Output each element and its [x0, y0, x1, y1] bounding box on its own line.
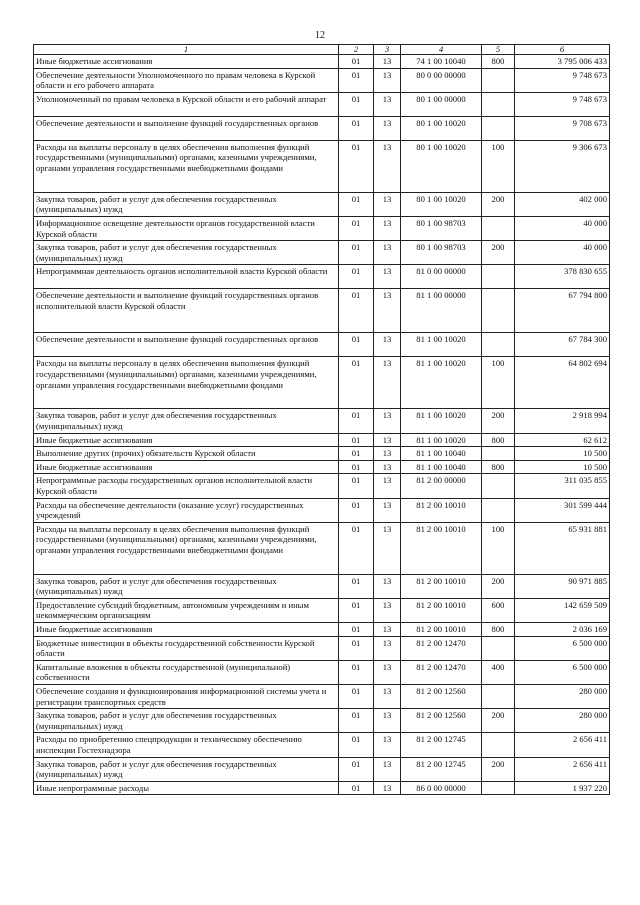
- row-name: Обеспечение деятельности и выполнение функций государственных органов: [34, 333, 339, 357]
- row-expense-type: [482, 68, 515, 92]
- row-target-article: 81 2 00 12470: [401, 660, 482, 684]
- table-row: [34, 116, 610, 140]
- row-expense-type: 100: [482, 140, 515, 192]
- page-number: 12: [315, 30, 325, 41]
- row-name: Обеспечение создания и функционирования информационной системы учета и регистрации транспортных средств: [34, 685, 339, 709]
- row-target-article: 81 1 00 10020: [401, 433, 482, 447]
- row-amount: 301 599 444: [515, 498, 610, 522]
- table-row: [34, 433, 610, 447]
- table-row: [34, 574, 610, 598]
- row-target-article: 80 1 00 10020: [401, 192, 482, 216]
- row-name: Обеспечение деятельности и выполнение функций государственных органов исполнительной власти Курской области: [34, 289, 339, 333]
- row-expense-type: 800: [482, 623, 515, 637]
- column-header-name: 1: [34, 45, 339, 55]
- row-name: Расходы на выплаты персоналу в целях обеспечения выполнения функций государственными (муниципальными) органами, казенными учреждениями, органами управления государственными внебюджетными фондами: [34, 357, 339, 409]
- row-section: 01: [339, 733, 374, 757]
- table-row: [34, 498, 610, 522]
- row-section: 01: [339, 92, 374, 116]
- row-expense-type: 200: [482, 192, 515, 216]
- table-row: [34, 55, 610, 69]
- row-section: 01: [339, 409, 374, 433]
- table-row: [34, 623, 610, 637]
- row-amount: 311 035 855: [515, 474, 610, 498]
- row-expense-type: [482, 265, 515, 289]
- row-section: 01: [339, 68, 374, 92]
- row-subsection: 13: [374, 216, 401, 240]
- table-row: [34, 636, 610, 660]
- table-row: [34, 447, 610, 461]
- row-amount: 280 000: [515, 685, 610, 709]
- row-target-article: 81 2 00 12560: [401, 709, 482, 733]
- row-expense-type: [482, 474, 515, 498]
- row-expense-type: [482, 685, 515, 709]
- row-name: Расходы на выплаты персоналу в целях обеспечения выполнения функций государственными (муниципальными) органами, казенными учреждениями, органами управления государственными внебюджетными фондами: [34, 522, 339, 574]
- row-subsection: 13: [374, 68, 401, 92]
- row-expense-type: 800: [482, 433, 515, 447]
- table-row: [34, 733, 610, 757]
- row-expense-type: 200: [482, 757, 515, 781]
- row-target-article: 81 2 00 12745: [401, 757, 482, 781]
- row-name: Иные бюджетные ассигнования: [34, 55, 339, 69]
- row-target-article: 80 1 00 98703: [401, 216, 482, 240]
- row-section: 01: [339, 685, 374, 709]
- row-subsection: 13: [374, 265, 401, 289]
- row-section: 01: [339, 357, 374, 409]
- row-section: 01: [339, 623, 374, 637]
- row-subsection: 13: [374, 733, 401, 757]
- row-expense-type: 800: [482, 460, 515, 474]
- table-row: [34, 409, 610, 433]
- row-section: 01: [339, 781, 374, 795]
- row-amount: 10 500: [515, 460, 610, 474]
- row-target-article: 81 2 00 12745: [401, 733, 482, 757]
- row-amount: 6 500 000: [515, 660, 610, 684]
- row-name: Непрограммные расходы государственных органов исполнительной власти Курской области: [34, 474, 339, 498]
- row-expense-type: [482, 636, 515, 660]
- table-row: [34, 357, 610, 409]
- row-subsection: 13: [374, 55, 401, 69]
- row-expense-type: 200: [482, 709, 515, 733]
- row-target-article: 80 1 00 10020: [401, 116, 482, 140]
- row-expense-type: [482, 781, 515, 795]
- row-subsection: 13: [374, 474, 401, 498]
- row-name: Непрограммная деятельность органов исполнительной власти Курской области: [34, 265, 339, 289]
- row-amount: 9 708 673: [515, 116, 610, 140]
- table-row: [34, 781, 610, 795]
- table-row: [34, 660, 610, 684]
- row-target-article: 81 2 00 10010: [401, 623, 482, 637]
- row-amount: 67 794 800: [515, 289, 610, 333]
- row-subsection: 13: [374, 598, 401, 622]
- row-subsection: 13: [374, 498, 401, 522]
- row-name: Уполномоченный по правам человека в Курской области и его рабочий аппарат: [34, 92, 339, 116]
- row-expense-type: [482, 116, 515, 140]
- row-amount: 40 000: [515, 241, 610, 265]
- row-target-article: 81 2 00 12470: [401, 636, 482, 660]
- row-section: 01: [339, 241, 374, 265]
- row-amount: 10 500: [515, 447, 610, 461]
- table-row: [34, 68, 610, 92]
- table-row: [34, 140, 610, 192]
- row-name: Обеспечение деятельности и выполнение функций государственных органов: [34, 116, 339, 140]
- row-target-article: 86 0 00 00000: [401, 781, 482, 795]
- row-target-article: 81 2 00 10010: [401, 598, 482, 622]
- row-subsection: 13: [374, 574, 401, 598]
- row-target-article: 81 0 00 00000: [401, 265, 482, 289]
- row-section: 01: [339, 116, 374, 140]
- row-target-article: 81 1 00 10040: [401, 460, 482, 474]
- row-target-article: 81 1 00 10020: [401, 409, 482, 433]
- row-section: 01: [339, 216, 374, 240]
- row-name: Информационное освещение деятельности органов государственной власти Курской области: [34, 216, 339, 240]
- row-amount: 1 937 220: [515, 781, 610, 795]
- row-name: Иные бюджетные ассигнования: [34, 623, 339, 637]
- row-expense-type: [482, 333, 515, 357]
- budget-table: [33, 44, 610, 795]
- row-amount: 64 802 694: [515, 357, 610, 409]
- row-name: Иные непрограммные расходы: [34, 781, 339, 795]
- row-name: Выполнение других (прочих) обязательств Курской области: [34, 447, 339, 461]
- row-name: Закупка товаров, работ и услуг для обеспечения государственных (муниципальных) нужд: [34, 241, 339, 265]
- row-subsection: 13: [374, 685, 401, 709]
- row-name: Бюджетные инвестиции в объекты государственной собственности Курской области: [34, 636, 339, 660]
- table-row: [34, 216, 610, 240]
- row-subsection: 13: [374, 409, 401, 433]
- row-target-article: 81 1 00 00000: [401, 289, 482, 333]
- row-name: Иные бюджетные ассигнования: [34, 460, 339, 474]
- row-expense-type: 100: [482, 357, 515, 409]
- row-amount: 9 748 673: [515, 68, 610, 92]
- row-section: 01: [339, 474, 374, 498]
- table-row: [34, 460, 610, 474]
- row-name: Обеспечение деятельности Уполномоченного по правам человека в Курской области и его рабочего аппарата: [34, 68, 339, 92]
- row-expense-type: [482, 498, 515, 522]
- row-amount: 6 500 000: [515, 636, 610, 660]
- row-target-article: 74 1 00 10040: [401, 55, 482, 69]
- table-row: [34, 757, 610, 781]
- row-subsection: 13: [374, 289, 401, 333]
- row-name: Расходы по приобретению спецпродукции и техническому обеспечению инспекции Гостехнадзора: [34, 733, 339, 757]
- row-expense-type: [482, 733, 515, 757]
- row-name: Закупка товаров, работ и услуг для обеспечения государственных (муниципальных) нужд: [34, 409, 339, 433]
- row-subsection: 13: [374, 709, 401, 733]
- row-target-article: 80 0 00 00000: [401, 68, 482, 92]
- row-name: Расходы на выплаты персоналу в целях обеспечения выполнения функций государственными (муниципальными) органами, казенными учреждениями, органами управления государственными внебюджетными фондами: [34, 140, 339, 192]
- row-amount: 9 306 673: [515, 140, 610, 192]
- row-amount: 280 000: [515, 709, 610, 733]
- row-section: 01: [339, 498, 374, 522]
- row-target-article: 81 1 00 10020: [401, 357, 482, 409]
- table-row: [34, 289, 610, 333]
- row-expense-type: 600: [482, 598, 515, 622]
- row-subsection: 13: [374, 757, 401, 781]
- table-body: [34, 55, 610, 795]
- row-amount: 67 784 300: [515, 333, 610, 357]
- table-row: [34, 685, 610, 709]
- row-section: 01: [339, 289, 374, 333]
- row-name: Закупка товаров, работ и услуг для обеспечения государственных (муниципальных) нужд: [34, 709, 339, 733]
- row-amount: 402 000: [515, 192, 610, 216]
- row-subsection: 13: [374, 333, 401, 357]
- row-section: 01: [339, 660, 374, 684]
- column-header-subsection: 3: [374, 45, 401, 55]
- row-target-article: 81 2 00 10010: [401, 574, 482, 598]
- table-row: [34, 709, 610, 733]
- row-expense-type: [482, 447, 515, 461]
- row-target-article: 81 1 00 10040: [401, 447, 482, 461]
- row-name: Закупка товаров, работ и услуг для обеспечения государственных (муниципальных) нужд: [34, 757, 339, 781]
- row-expense-type: 200: [482, 574, 515, 598]
- row-section: 01: [339, 460, 374, 474]
- row-subsection: 13: [374, 781, 401, 795]
- row-amount: 378 830 655: [515, 265, 610, 289]
- row-amount: 3 795 006 433: [515, 55, 610, 69]
- row-subsection: 13: [374, 116, 401, 140]
- table-row: [34, 192, 610, 216]
- row-amount: 65 931 881: [515, 522, 610, 574]
- row-section: 01: [339, 757, 374, 781]
- row-section: 01: [339, 709, 374, 733]
- row-amount: 62 612: [515, 433, 610, 447]
- row-expense-type: 800: [482, 55, 515, 69]
- row-target-article: 80 1 00 10020: [401, 140, 482, 192]
- row-section: 01: [339, 598, 374, 622]
- row-expense-type: [482, 289, 515, 333]
- row-subsection: 13: [374, 660, 401, 684]
- row-expense-type: [482, 92, 515, 116]
- row-subsection: 13: [374, 241, 401, 265]
- row-name: Иные бюджетные ассигнования: [34, 433, 339, 447]
- row-expense-type: 400: [482, 660, 515, 684]
- table-row: [34, 474, 610, 498]
- row-section: 01: [339, 636, 374, 660]
- table-header-row: [34, 45, 610, 55]
- row-target-article: 81 2 00 12560: [401, 685, 482, 709]
- row-section: 01: [339, 265, 374, 289]
- row-target-article: 80 1 00 98703: [401, 241, 482, 265]
- row-name: Закупка товаров, работ и услуг для обеспечения государственных (муниципальных) нужд: [34, 574, 339, 598]
- row-expense-type: [482, 216, 515, 240]
- row-section: 01: [339, 447, 374, 461]
- row-section: 01: [339, 522, 374, 574]
- table-row: [34, 522, 610, 574]
- row-target-article: 81 2 00 10010: [401, 498, 482, 522]
- row-amount: 90 971 885: [515, 574, 610, 598]
- row-subsection: 13: [374, 522, 401, 574]
- column-header-section: 2: [339, 45, 374, 55]
- row-subsection: 13: [374, 433, 401, 447]
- row-section: 01: [339, 433, 374, 447]
- row-name: Закупка товаров, работ и услуг для обеспечения государственных (муниципальных) нужд: [34, 192, 339, 216]
- row-expense-type: 200: [482, 241, 515, 265]
- row-subsection: 13: [374, 460, 401, 474]
- row-amount: 9 748 673: [515, 92, 610, 116]
- row-amount: 142 659 509: [515, 598, 610, 622]
- row-subsection: 13: [374, 623, 401, 637]
- column-header-expense-type: 5: [482, 45, 515, 55]
- row-expense-type: 200: [482, 409, 515, 433]
- row-amount: 2 656 411: [515, 733, 610, 757]
- column-header-amount: 6: [515, 45, 610, 55]
- table-row: [34, 598, 610, 622]
- row-amount: 2 036 169: [515, 623, 610, 637]
- row-subsection: 13: [374, 357, 401, 409]
- row-subsection: 13: [374, 636, 401, 660]
- row-name: Капитальные вложения в объекты государственной (муниципальной) собственности: [34, 660, 339, 684]
- row-subsection: 13: [374, 140, 401, 192]
- row-subsection: 13: [374, 192, 401, 216]
- row-target-article: 81 2 00 00000: [401, 474, 482, 498]
- row-target-article: 81 1 00 10020: [401, 333, 482, 357]
- row-section: 01: [339, 55, 374, 69]
- row-amount: 2 918 994: [515, 409, 610, 433]
- row-subsection: 13: [374, 447, 401, 461]
- row-subsection: 13: [374, 92, 401, 116]
- row-target-article: 80 1 00 00000: [401, 92, 482, 116]
- table-row: [34, 333, 610, 357]
- row-section: 01: [339, 140, 374, 192]
- row-section: 01: [339, 192, 374, 216]
- table-row: [34, 92, 610, 116]
- column-header-target-article: 4: [401, 45, 482, 55]
- table-row: [34, 241, 610, 265]
- table-row: [34, 265, 610, 289]
- row-expense-type: 100: [482, 522, 515, 574]
- row-amount: 40 000: [515, 216, 610, 240]
- row-section: 01: [339, 574, 374, 598]
- row-target-article: 81 2 00 10010: [401, 522, 482, 574]
- row-name: Расходы на обеспечение деятельности (оказание услуг) государственных учреждений: [34, 498, 339, 522]
- row-amount: 2 656 411: [515, 757, 610, 781]
- row-name: Предоставление субсидий бюджетным, автономным учреждениям и иным некоммерческим организациям: [34, 598, 339, 622]
- row-section: 01: [339, 333, 374, 357]
